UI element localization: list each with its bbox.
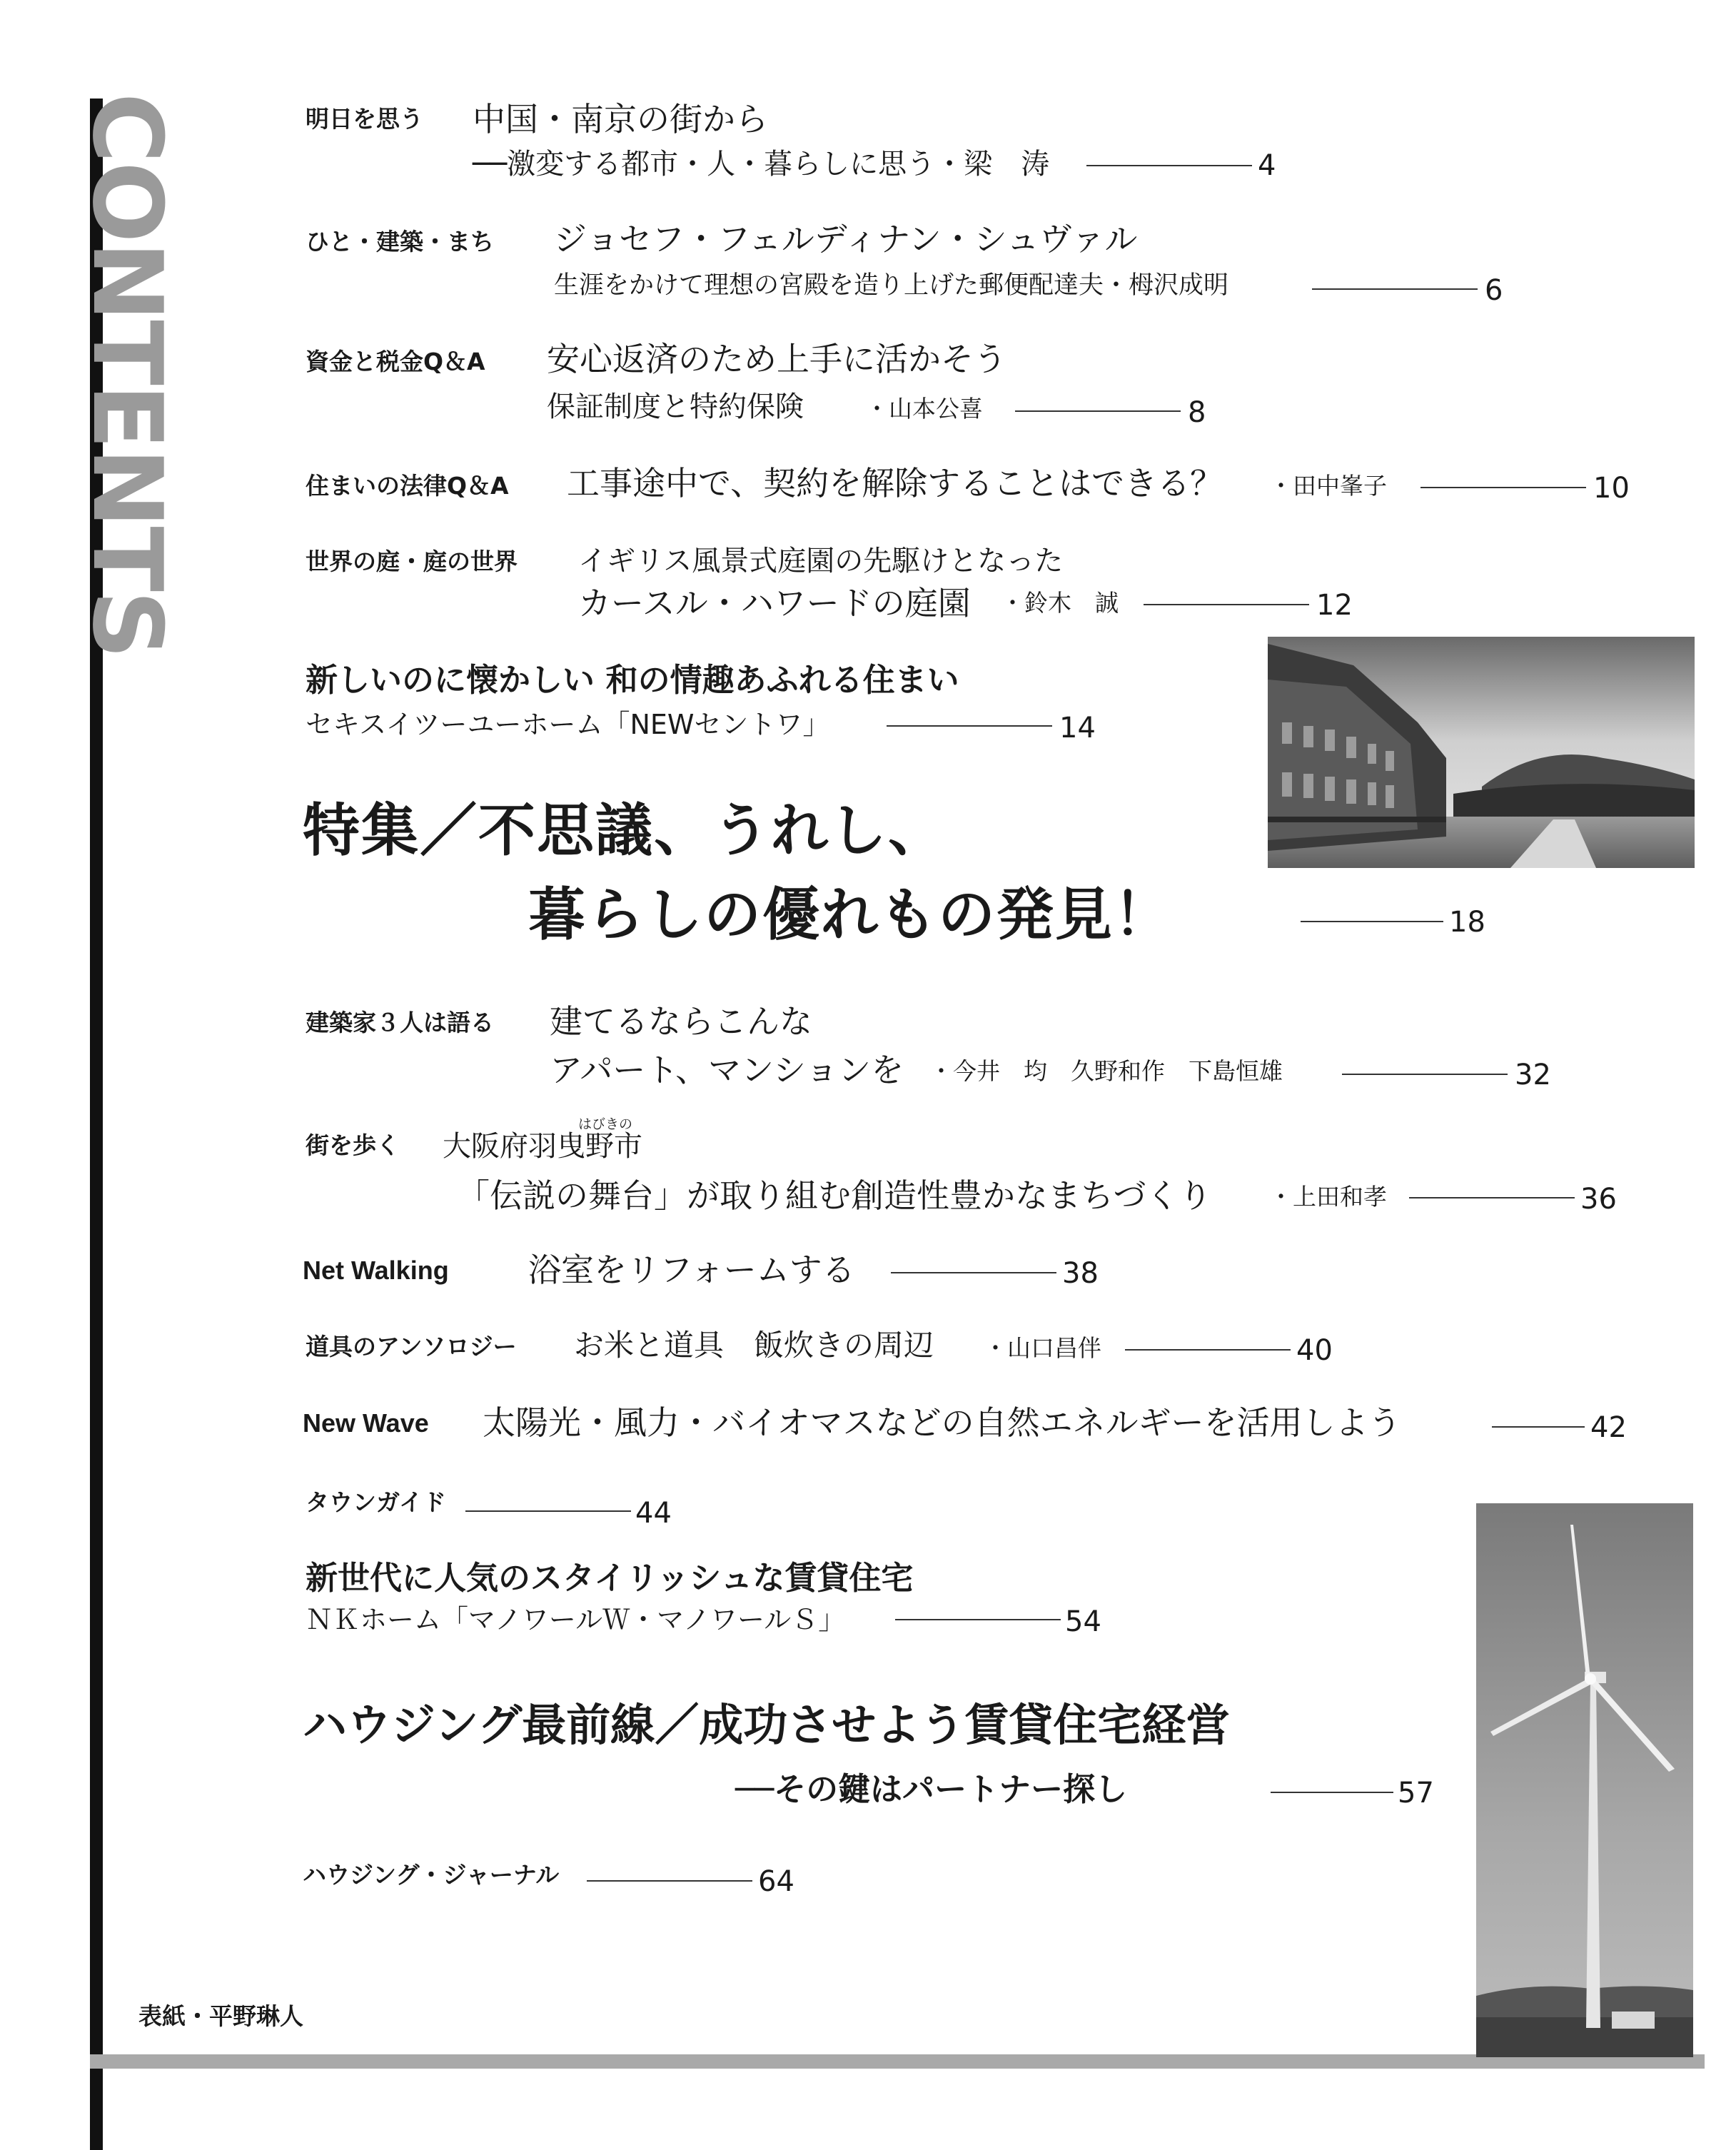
ruby-reading: はびきの — [578, 1116, 633, 1132]
entry-category: 住まいの法律Q＆A — [306, 472, 509, 500]
entry-author: ・鈴木 誠 — [1001, 589, 1119, 617]
entry-subtitle: カースル・ハワードの庭園 — [578, 584, 971, 622]
castle-photo-illustration — [1268, 637, 1695, 868]
entry-subtitle: ──激変する都市・人・暮らしに思う・梁 涛 — [473, 148, 1050, 181]
leader-line — [1301, 921, 1443, 922]
entry-title: 大阪府羽曳野市 — [443, 1130, 642, 1163]
entry-category: 建築家３人は語る — [306, 1009, 494, 1036]
contents-title: CONTENTS — [71, 93, 183, 658]
page-number: 8 — [1188, 396, 1206, 429]
entry-subtitle: セキスイツーユーホーム「NEWセントワ」 — [306, 709, 830, 740]
page-number: 10 — [1593, 472, 1630, 505]
page-number: 42 — [1590, 1411, 1627, 1444]
entry-subtitle: 「伝説の舞台」が取り組む創造性豊かなまちづくり — [457, 1176, 1212, 1215]
leader-line — [465, 1510, 631, 1512]
page-number: 14 — [1059, 712, 1096, 745]
entry-title: 工事途中で、契約を解除することはできる？ — [567, 464, 1223, 503]
wind-turbine-illustration — [1476, 1503, 1693, 2057]
page-number: 4 — [1258, 149, 1276, 182]
page-number: 12 — [1316, 589, 1353, 622]
leader-line — [891, 1272, 1056, 1273]
entry-category: 世界の庭・庭の世界 — [306, 547, 518, 575]
entry-author: ・山本公喜 — [865, 395, 983, 423]
leader-line — [1125, 1349, 1291, 1351]
leader-line — [895, 1619, 1061, 1620]
entry-title: お米と道具 飯炊きの周辺 — [574, 1328, 934, 1363]
entry-subtitle: 保証制度と特約保険 — [547, 390, 804, 423]
entry-title: 太陽光・風力・バイオマスなどの自然エネルギーを活用しよう — [483, 1403, 1401, 1442]
entry-category: 資金と税金Q＆A — [306, 348, 485, 375]
leader-line — [1312, 288, 1478, 290]
entry-category: ハウジング・ジャーナル — [303, 1861, 560, 1889]
page-number: 6 — [1485, 274, 1503, 307]
cover-credit: 表紙・平野琳人 — [138, 2002, 303, 2030]
page-number: 57 — [1398, 1777, 1434, 1810]
entry-category: 道具のアンソロジー — [306, 1333, 517, 1361]
page-number: 32 — [1515, 1059, 1551, 1091]
leader-line — [1271, 1792, 1393, 1793]
feature-title: 特集／不思議、うれし、 — [303, 797, 947, 864]
entry-category: 明日を思う — [306, 105, 423, 133]
entry-subtitle: アパート、マンションを — [550, 1051, 904, 1089]
page-number: 36 — [1580, 1183, 1617, 1216]
entry-title: 新しいのに懐かしい 和の情趣あふれる住まい — [306, 661, 959, 699]
castle-garden-photo — [1268, 637, 1695, 868]
entry-author: ・上田和孝 — [1269, 1183, 1387, 1211]
entry-title: 新世代に人気のスタイリッシュな賃貸住宅 — [306, 1559, 914, 1597]
entry-category: 街を歩く — [306, 1131, 400, 1159]
leader-line — [1409, 1197, 1575, 1198]
page-number: 18 — [1449, 906, 1485, 939]
entry-title: 建てるならこんな — [550, 1002, 812, 1041]
entry-author: ・山口昌伴 — [984, 1334, 1101, 1362]
entry-title: 中国・南京の街から — [473, 100, 768, 138]
page-number: 54 — [1065, 1605, 1101, 1638]
page-number: 38 — [1062, 1257, 1099, 1290]
entry-author: ・今井 均 久野和作 下島恒雄 — [929, 1057, 1283, 1085]
entry-category: New Wave — [303, 1408, 429, 1438]
entry-author: ・田中峯子 — [1269, 472, 1387, 500]
leader-line — [1420, 487, 1586, 488]
wind-turbine-photo — [1476, 1503, 1693, 2057]
entry-subtitle: ──その鍵はパートナー探し — [735, 1770, 1128, 1808]
entry-title: 安心返済のため上手に活かそう — [547, 340, 1006, 378]
entry-subtitle: 生涯をかけて理想の宮殿を造り上げた郵便配達夫・栂沢成明 — [554, 271, 1229, 300]
entry-title: イギリス風景式庭園の先駆けとなった — [578, 545, 1064, 577]
page-number: 40 — [1296, 1334, 1333, 1367]
page-number: 44 — [635, 1497, 672, 1530]
leader-line — [1144, 604, 1309, 605]
entry-title: ジョセフ・フェルディナン・シュヴァル — [554, 220, 1138, 258]
entry-category: ひと・建築・まち — [306, 228, 494, 256]
entry-subtitle: ＮＫホーム「マノワールＷ・マノワールＳ」 — [306, 1604, 846, 1635]
leader-line — [587, 1880, 752, 1882]
leader-line — [887, 725, 1052, 727]
entry-category: Net Walking — [303, 1256, 449, 1285]
entry-title: ハウジング最前線／成功させよう賃貸住宅経営 — [303, 1699, 1231, 1751]
entry-category: タウンガイド — [306, 1488, 447, 1516]
leader-line — [1342, 1074, 1508, 1075]
leader-line — [1015, 410, 1181, 412]
bottom-gray-bar — [90, 2054, 1705, 2069]
leader-line — [1086, 165, 1252, 166]
leader-line — [1492, 1426, 1585, 1428]
feature-subtitle: 暮らしの優れもの発見！ — [528, 882, 1172, 948]
entry-title: 浴室をリフォームする — [528, 1251, 855, 1289]
page-number: 64 — [758, 1865, 794, 1898]
